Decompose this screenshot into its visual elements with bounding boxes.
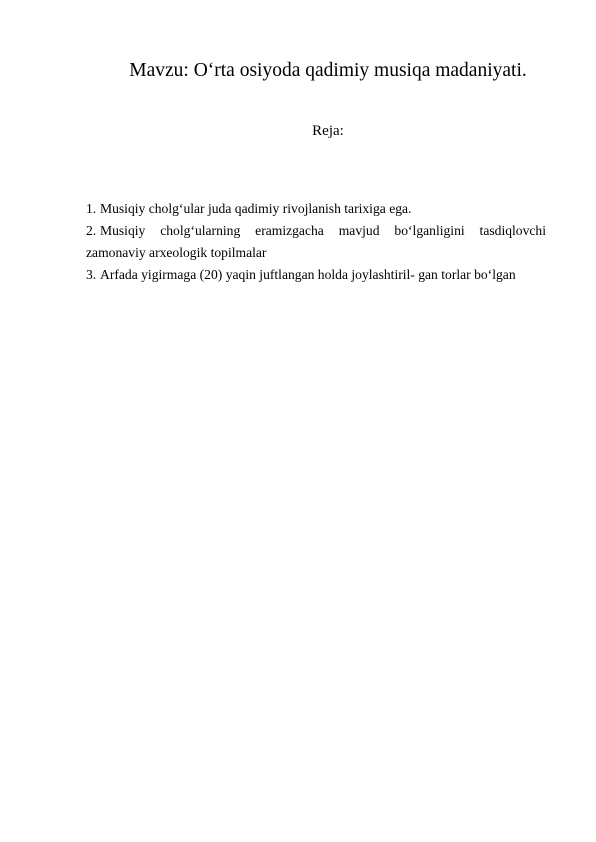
list-item: [86, 264, 546, 286]
page-title: Mavzu: O‘rta osiyoda qadimiy musiqa madaniyati.: [129, 60, 527, 81]
list-item: [86, 198, 546, 220]
plan-list: [86, 198, 546, 286]
list-item-text: Arfada yigirmaga (20) yaqin juftlangan holda joylashtiril- gan torlar bo‘lgan: [100, 267, 516, 282]
list-item-number: 2.: [86, 223, 97, 238]
list-item: [86, 220, 546, 264]
list-item-number: 1.: [86, 201, 97, 216]
plan-heading: Reja:: [312, 123, 344, 139]
list-item-number: 3.: [86, 267, 97, 282]
list-item-text: Musiqiy cholg‘ularning eramizgacha mavjud bo‘lganligini tasdiqlovchi zamonaviy arxeologik topilmalar: [86, 223, 546, 260]
list-item-text: Musiqiy cholg‘ular juda qadimiy rivojlanish tarixiga ega.: [100, 201, 412, 216]
